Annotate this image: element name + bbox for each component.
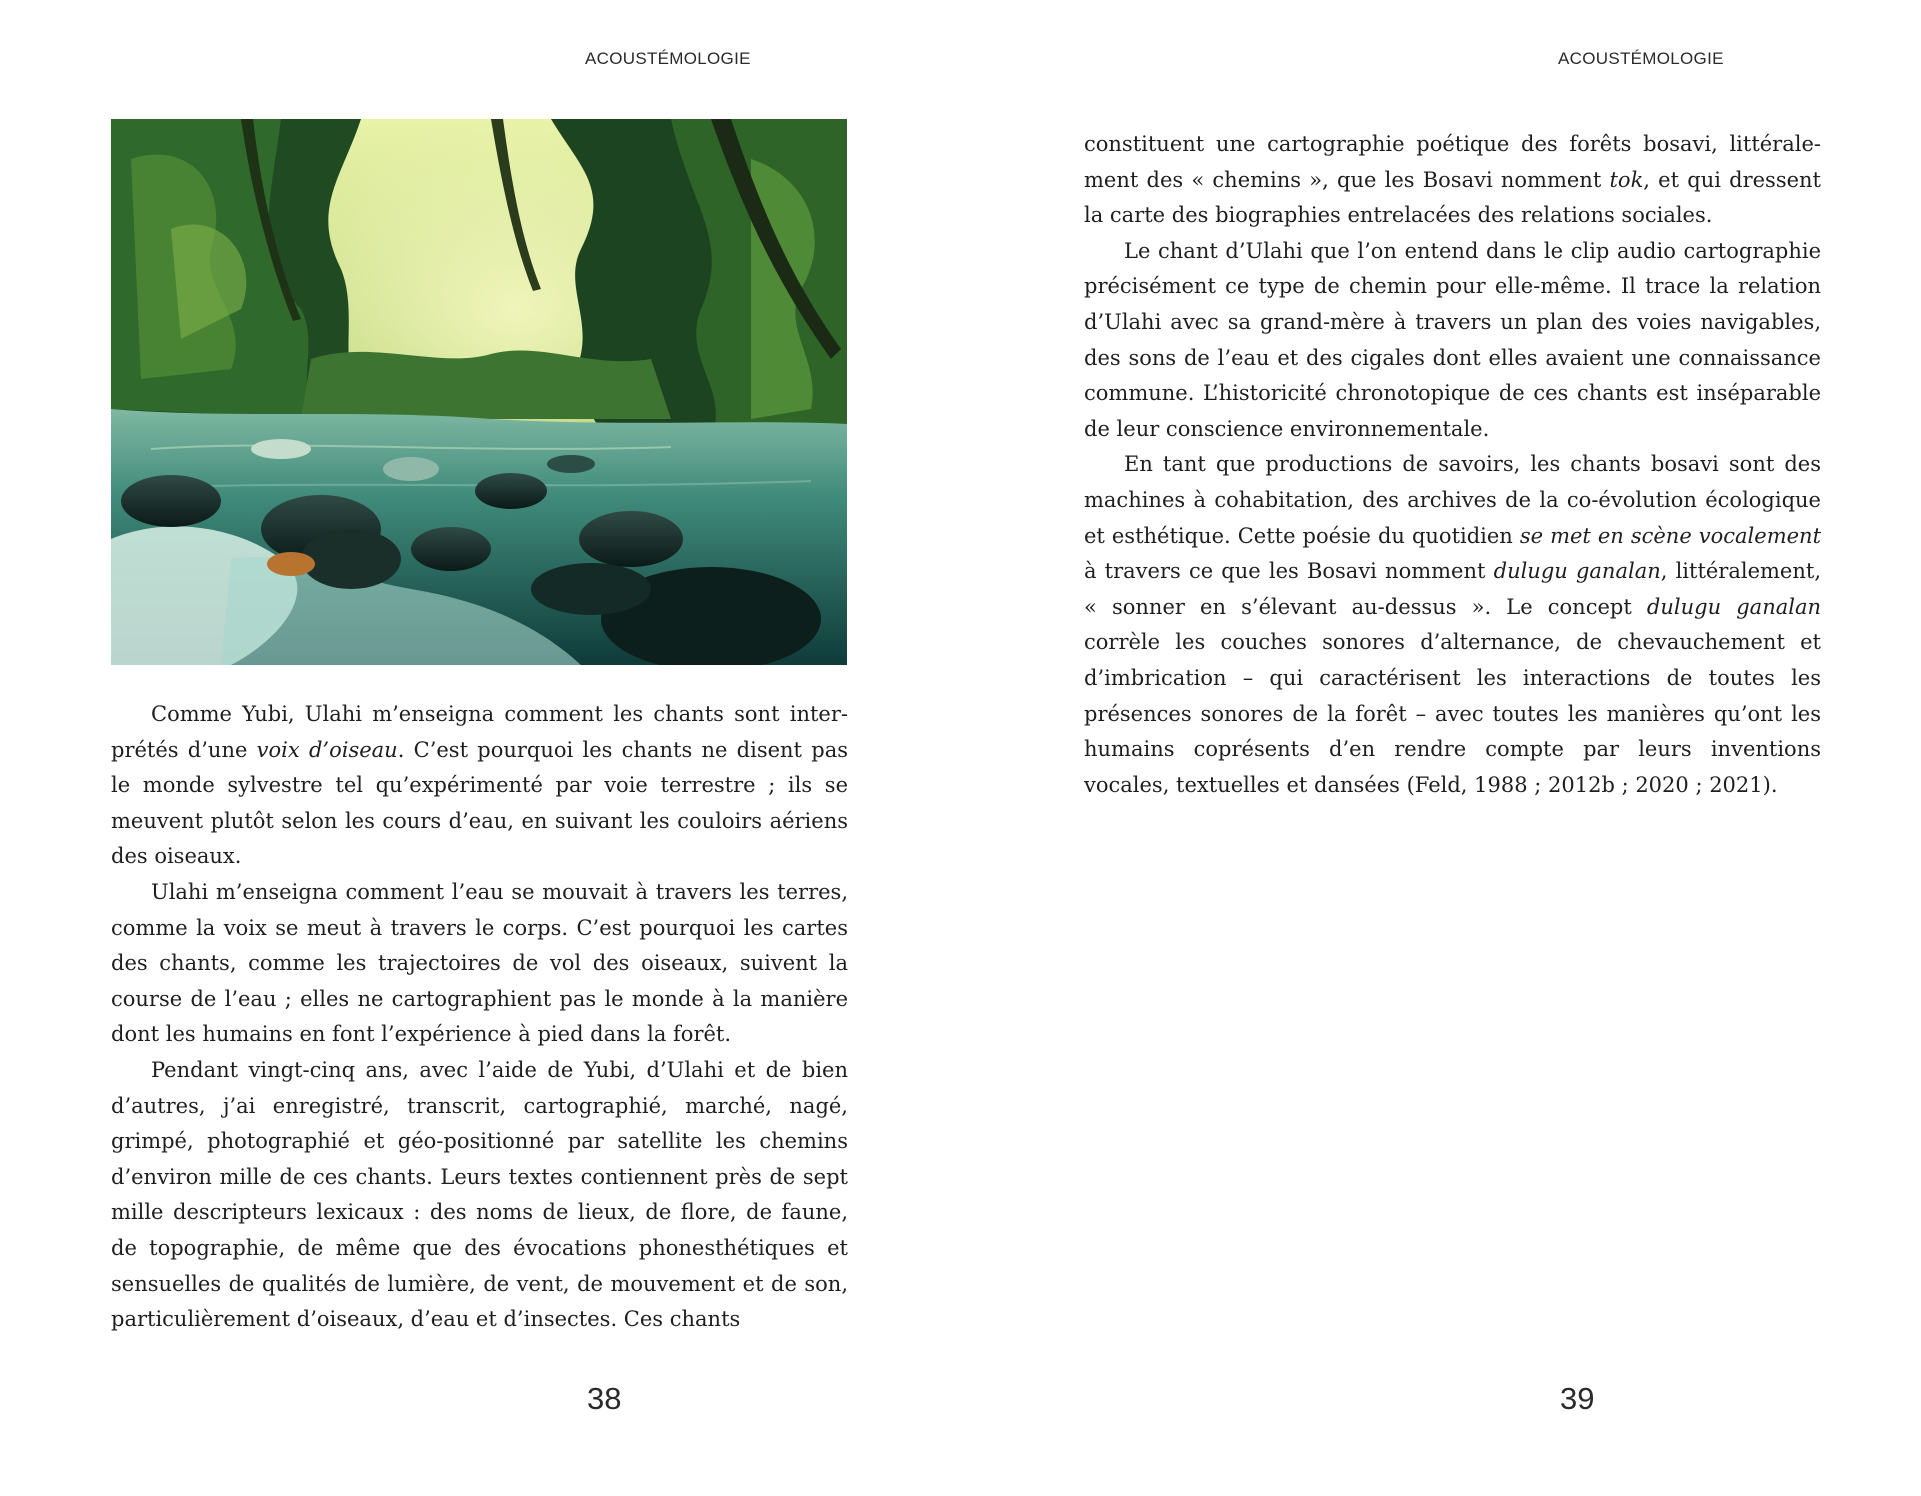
right-page xyxy=(960,0,1921,1496)
italic-text: voix d’oiseau xyxy=(256,737,398,762)
paragraph: En tant que productions de savoirs, les chants bosavi sont des machines à cohabitation, des archives de la co-évolution écologique et esthétique. Cette poésie du quotidien se met en scène vocalement à travers ce que les Bosavi nomment dulugu ganalan, littéralement, « sonner en s’élevant au-dessus ». Le concept dulugu ganalan corrèle les couches sonores d’alternance, de chevauchement et d’imbrication – qui caractérisent les interactions de toutes les présences sonores de la forêt – avec toutes les manières qu’ont les humains coprésents d’en rendre compte par leurs inventions vocales, textuelles et dansées (Feld, 1988 ; 2012b ; 2020 ; 2021). xyxy=(1084,452,1822,797)
paragraph: Pendant vingt-cinq ans, avec l’aide de Yubi, d’Ulahi et de bien d’autres, j’ai enregistré, transcrit, cartographié, marché, nagé, grimpé, photographié et géo-positionné par satellite les chemins d’environ mille de ces chants. Leurs textes contiennent près de sept mille descripteurs lexicaux : des noms de lieux, de flore, de faune, de topographie, de même que des évocations phonesthétiques et sensuelles de qualités de lumière, de vent, de mouvement et de son, particulièrement d’oiseaux, d’eau et d’insectes. Ces chants xyxy=(111,1057,848,1332)
page-number-left: 38 xyxy=(587,1381,622,1416)
left-body-text xyxy=(111,697,848,1338)
italic-text: dulugu ganalan xyxy=(1493,559,1661,584)
right-body-text xyxy=(1084,127,1821,803)
paragraph: Comme Yubi, Ulahi m’enseigna comment les chants sont interprétés d’une voix d’oiseau. C’est pourquoi les chants ne disent pas le monde sylvestre tel qu’expérimenté par voie terrestre ; ils se meuvent plutôt selon les cours d’eau, en suivant les couloirs aériens des oiseaux. xyxy=(111,702,848,869)
paragraph: constituent une cartographie poétique des forêts bosavi, littéralement des « chemins », que les Bosavi nomment tok, et qui dressent la carte des biographies entrelacées des relations sociales. xyxy=(1084,132,1821,228)
italic-text: tok xyxy=(1609,167,1644,192)
page-number-right: 39 xyxy=(1560,1381,1595,1416)
paragraph: Ulahi m’enseigna comment l’eau se mouvait à travers les terres, comme la voix se meut à travers le corps. C’est pourquoi les cartes des chants, comme les trajectoires de vol des oiseaux, suivent la course de l’eau ; elles ne cartographient pas le monde à la manière dont les humains en font l’expérience à pied dans la forêt. xyxy=(111,879,848,1047)
left-page xyxy=(0,0,960,1496)
running-head-right: ACOUSTÉMOLOGIE xyxy=(1558,49,1724,68)
forest-stream-photo xyxy=(111,119,847,665)
italic-text: dulugu ganalan xyxy=(1646,594,1821,619)
paragraph: Le chant d’Ulahi que l’on entend dans le clip audio cartographie précisément ce type de chemin pour elle-même. Il trace la relation d’Ulahi avec sa grand-mère à travers un plan des voies navigables, des sons de l’eau et des cigales dont elles avaient une connaissance commune. L’historicité chronotopique de ces chants est inséparable de leur conscience environnementale. xyxy=(1084,238,1821,441)
running-head-left: ACOUSTÉMOLOGIE xyxy=(585,49,751,68)
italic-text: se met en scène vocalement xyxy=(1519,523,1822,548)
